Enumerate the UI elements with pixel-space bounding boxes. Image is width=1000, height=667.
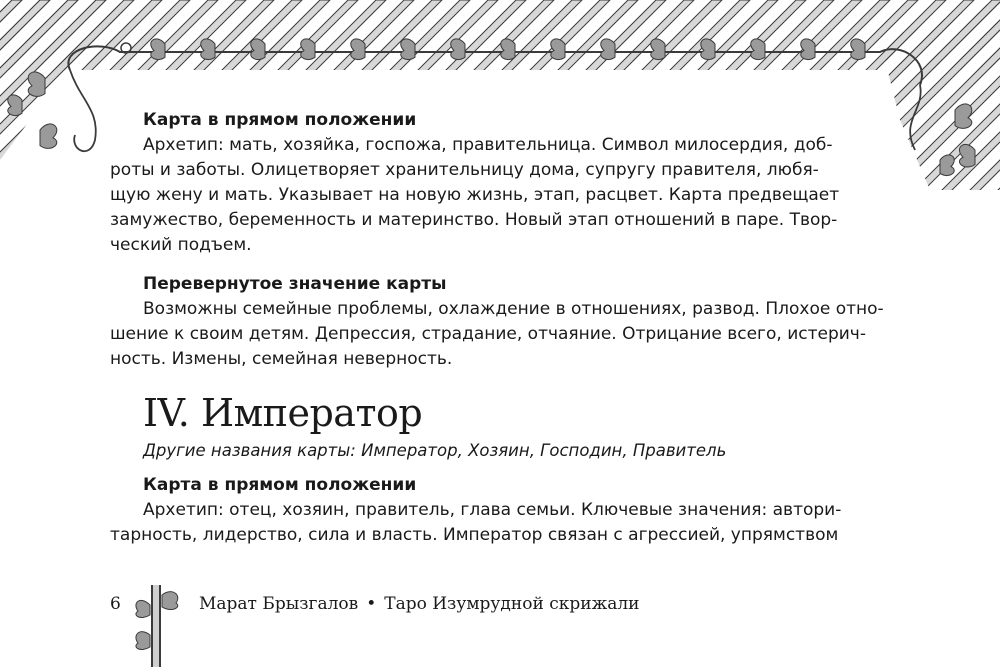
paragraph (110, 297, 892, 372)
text-line: ческий подъем. (110, 235, 252, 255)
leaf-icon (8, 95, 22, 116)
leaf-icon (959, 144, 975, 167)
leaf-icon (28, 72, 45, 96)
running-head (199, 594, 639, 614)
section-heading: Перевернутое значение карты (143, 274, 447, 294)
text-line: Возможны семейные проблемы, охлаждение в отношениях, развод. Плохое отно- (143, 299, 884, 319)
section-heading: Карта в прямом положении (143, 110, 417, 130)
text-line: Архетип: мать, хозяйка, госпожа, правительница. Символ милосердия, доб- (143, 135, 833, 155)
leaf-icon (701, 39, 715, 60)
text-line: шение к своим детям. Депрессия, страдание, отчаяние. Отрицание всего, истерич- (110, 324, 866, 344)
section-heading: Карта в прямом положении (143, 475, 417, 495)
leaf-icon (801, 39, 815, 60)
upright-meaning-section (110, 473, 892, 548)
text-line: Архетип: отец, хозяин, правитель, глава семьи. Ключевые значения: автори- (143, 500, 842, 520)
leaf-icon (551, 39, 565, 60)
leaf-icon (401, 39, 415, 60)
leaf-icon (851, 39, 865, 60)
leaf-icon (751, 39, 765, 60)
leaf-icon (955, 104, 972, 128)
chapter-title: IV. Император (143, 391, 423, 435)
text-line: тарность, лидерство, сила и власть. Император связан с агрессией, упрямством (110, 525, 839, 545)
page-number: 6 (110, 594, 121, 614)
upright-meaning-section (110, 108, 892, 258)
author-name: Марат Брызгалов (199, 594, 359, 614)
page-body (110, 108, 892, 548)
text-line: ность. Измены, семейная неверность. (110, 349, 453, 369)
text-line: роты и заботы. Олицетворяет хранительницу дома, супругу правителя, любя- (110, 160, 819, 180)
leaf-icon (301, 39, 315, 60)
paragraph (110, 133, 892, 258)
leaf-icon (501, 39, 515, 60)
leaf-icon (40, 124, 57, 148)
leaf-icon (940, 155, 954, 176)
text-line: замужество, беременность и материнство. Новый этап отношений в паре. Твор- (110, 210, 838, 230)
reversed-meaning-section (110, 272, 892, 372)
leaf-icon (251, 39, 265, 60)
paragraph (110, 498, 892, 548)
leaf-icon (651, 39, 665, 60)
book-title: Таро Изумрудной скрижали (384, 594, 640, 614)
separator: • (366, 594, 377, 614)
leaf-icon (451, 39, 465, 60)
leaf-icon (351, 39, 365, 60)
alternate-names: Другие названия карты: Император, Хозяин, Господин, Правитель (143, 441, 727, 460)
leaf-icon (601, 39, 615, 60)
leaf-icon (151, 39, 165, 60)
text-line: щую жену и мать. Указывает на новую жизнь, этап, расцвет. Карта предвещает (110, 185, 840, 205)
leaf-icon (201, 39, 215, 60)
